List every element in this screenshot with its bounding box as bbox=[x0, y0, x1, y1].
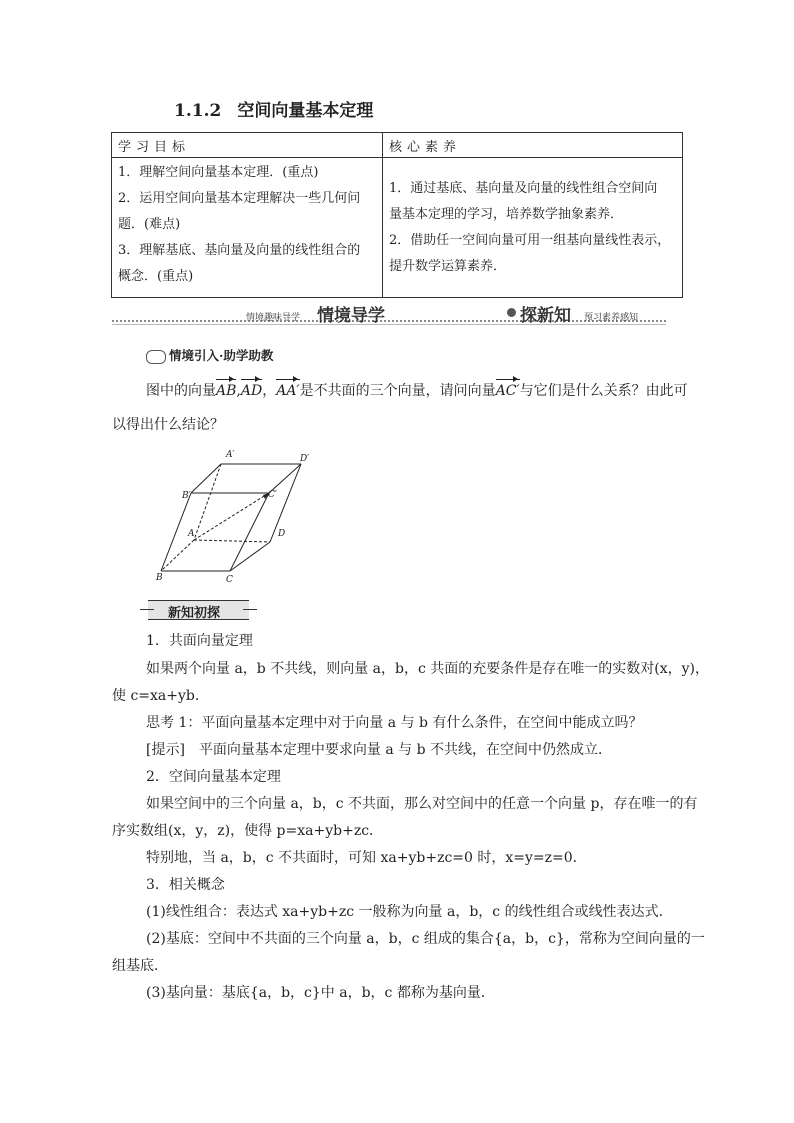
vector-ab: AB bbox=[216, 383, 237, 399]
banner-right-caption: 预习素养感知 bbox=[584, 313, 639, 323]
new-knowledge-tag bbox=[148, 600, 249, 620]
theorem-2-line-2: 序实数组(x，y，z)，使得 p=xa+yb+zc． bbox=[112, 823, 384, 839]
objective-line: 题．(难点) bbox=[118, 217, 181, 232]
banner-left-caption: 情境趣味导学 bbox=[246, 313, 301, 323]
concept-basis-vector: (3)基向量：基底{a，b，c}中 a，b，c 都称为基向量． bbox=[146, 985, 495, 1001]
label-c1: C′ bbox=[268, 490, 277, 500]
edge-b1b bbox=[161, 493, 191, 571]
new-knowledge-tag-text: 新知初探 bbox=[168, 606, 221, 621]
competency-header: 核心素养 bbox=[383, 133, 683, 158]
competency-line: 提升数学运算素养． bbox=[389, 258, 507, 274]
section-banner bbox=[112, 300, 666, 326]
theorem-2-line-1: 如果空间中的三个向量 a，b，c 不共面，那么对空间中的任意一个向量 p，存在唯一的有 bbox=[146, 796, 698, 812]
vector-aa1: AA′ bbox=[276, 383, 300, 399]
parallelepiped-figure bbox=[150, 446, 330, 588]
banner-rule bbox=[112, 324, 666, 325]
competency-line: 1．通过基底、基向量及向量的线性组合空间向 bbox=[389, 180, 658, 196]
intro-line-2: 以得出什么结论？ bbox=[112, 417, 224, 433]
heading-2: 2．空间向量基本定理 bbox=[146, 769, 281, 785]
label-b: B bbox=[156, 573, 163, 583]
section-number: 1.1.2 bbox=[174, 101, 222, 121]
competency-line: 2．借助任一空间向量可用一组基向量线性表示， bbox=[389, 232, 671, 248]
edge-a1a-hidden bbox=[194, 464, 221, 540]
label-d1: D′ bbox=[300, 454, 310, 464]
section-title bbox=[174, 96, 373, 121]
hint-1: [提示] 平面向量基本定理中要求向量 a 与 b 不共线，在空间中仍然成立． bbox=[146, 742, 613, 758]
edge-ab-hidden bbox=[161, 540, 194, 571]
label-d: D bbox=[278, 529, 286, 539]
vector-ad: AD bbox=[240, 383, 263, 399]
intro-text: 是不共面的三个向量，请问向量 bbox=[299, 383, 496, 399]
edge-cd bbox=[230, 542, 270, 571]
edge-d1d bbox=[270, 464, 301, 542]
banner-title-1: 情境导学 bbox=[317, 306, 385, 326]
label-a1: A′ bbox=[226, 450, 235, 460]
edge-a1b1 bbox=[191, 464, 221, 493]
objective-line: 2．运用空间向量基本定理解决一些几何问 bbox=[118, 191, 361, 206]
vector-ac1: AC′ bbox=[495, 383, 520, 399]
banner-dotted-line bbox=[112, 320, 666, 322]
theorem-1-line-2: 使 c=xa+yb． bbox=[112, 688, 209, 704]
objectives-table bbox=[111, 132, 683, 298]
concept-linear-combination: (1)线性组合：表达式 xa+yb+zc 一般称为向量 a，b，c 的线性组合或线性表达式． bbox=[146, 904, 673, 920]
heading-1: 1．共面向量定理 bbox=[146, 633, 253, 649]
separator: , bbox=[236, 383, 241, 399]
separator: ， bbox=[262, 383, 277, 399]
objectives-cell bbox=[112, 158, 383, 298]
banner-title-2: 探新知 bbox=[520, 306, 571, 326]
label-a: A bbox=[188, 529, 195, 539]
label-c: C bbox=[226, 575, 233, 585]
subsection-label bbox=[146, 346, 273, 364]
special-case: 特别地，当 a，b，c 不共面时，可知 xa+yb+zc=0 时，x=y=z=0． bbox=[146, 850, 587, 866]
edge-ad-hidden bbox=[194, 540, 270, 542]
edge-d1c1 bbox=[269, 464, 301, 493]
objectives-header: 学习目标 bbox=[112, 133, 383, 158]
objective-line: 1．理解空间向量基本定理．(重点) bbox=[118, 165, 319, 180]
competency-cell bbox=[383, 158, 683, 298]
objective-line: 概念．(重点) bbox=[118, 269, 194, 284]
label-b1: B′ bbox=[182, 491, 191, 501]
intro-text: 与它们是什么关系？由此可 bbox=[519, 383, 688, 399]
competency-line: 量基本定理的学习，培养数学抽象素养． bbox=[389, 206, 624, 222]
heading-3: 3．相关概念 bbox=[146, 877, 225, 893]
theorem-1-line-1: 如果两个向量 a，b 不共线，则向量 a，b，c 共面的充要条件是存在唯一的实数对(x，y)， bbox=[146, 661, 709, 677]
think-question-1: 思考 1：平面向量基本定理中对于向量 a 与 b 有什么条件，在空间中能成立吗？ bbox=[146, 715, 643, 731]
intro-line-1 bbox=[146, 380, 688, 400]
banner-arrow-icon bbox=[507, 308, 516, 317]
section-title-text: 空间向量基本定理 bbox=[237, 101, 374, 121]
handshake-icon bbox=[146, 350, 166, 364]
concept-basis-line-1: (2)基底：空间中不共面的三个向量 a，b，c 组成的集合{a，b，c}，常称为空间向量的一 bbox=[146, 931, 705, 947]
concept-basis-line-2: 组基底． bbox=[112, 958, 168, 974]
subsection-label-text: 情境引入·助学助教 bbox=[169, 348, 274, 363]
intro-text: 图中的向量 bbox=[146, 383, 216, 399]
objective-line: 3．理解基底、基向量及向量的线性组合的 bbox=[118, 243, 361, 258]
